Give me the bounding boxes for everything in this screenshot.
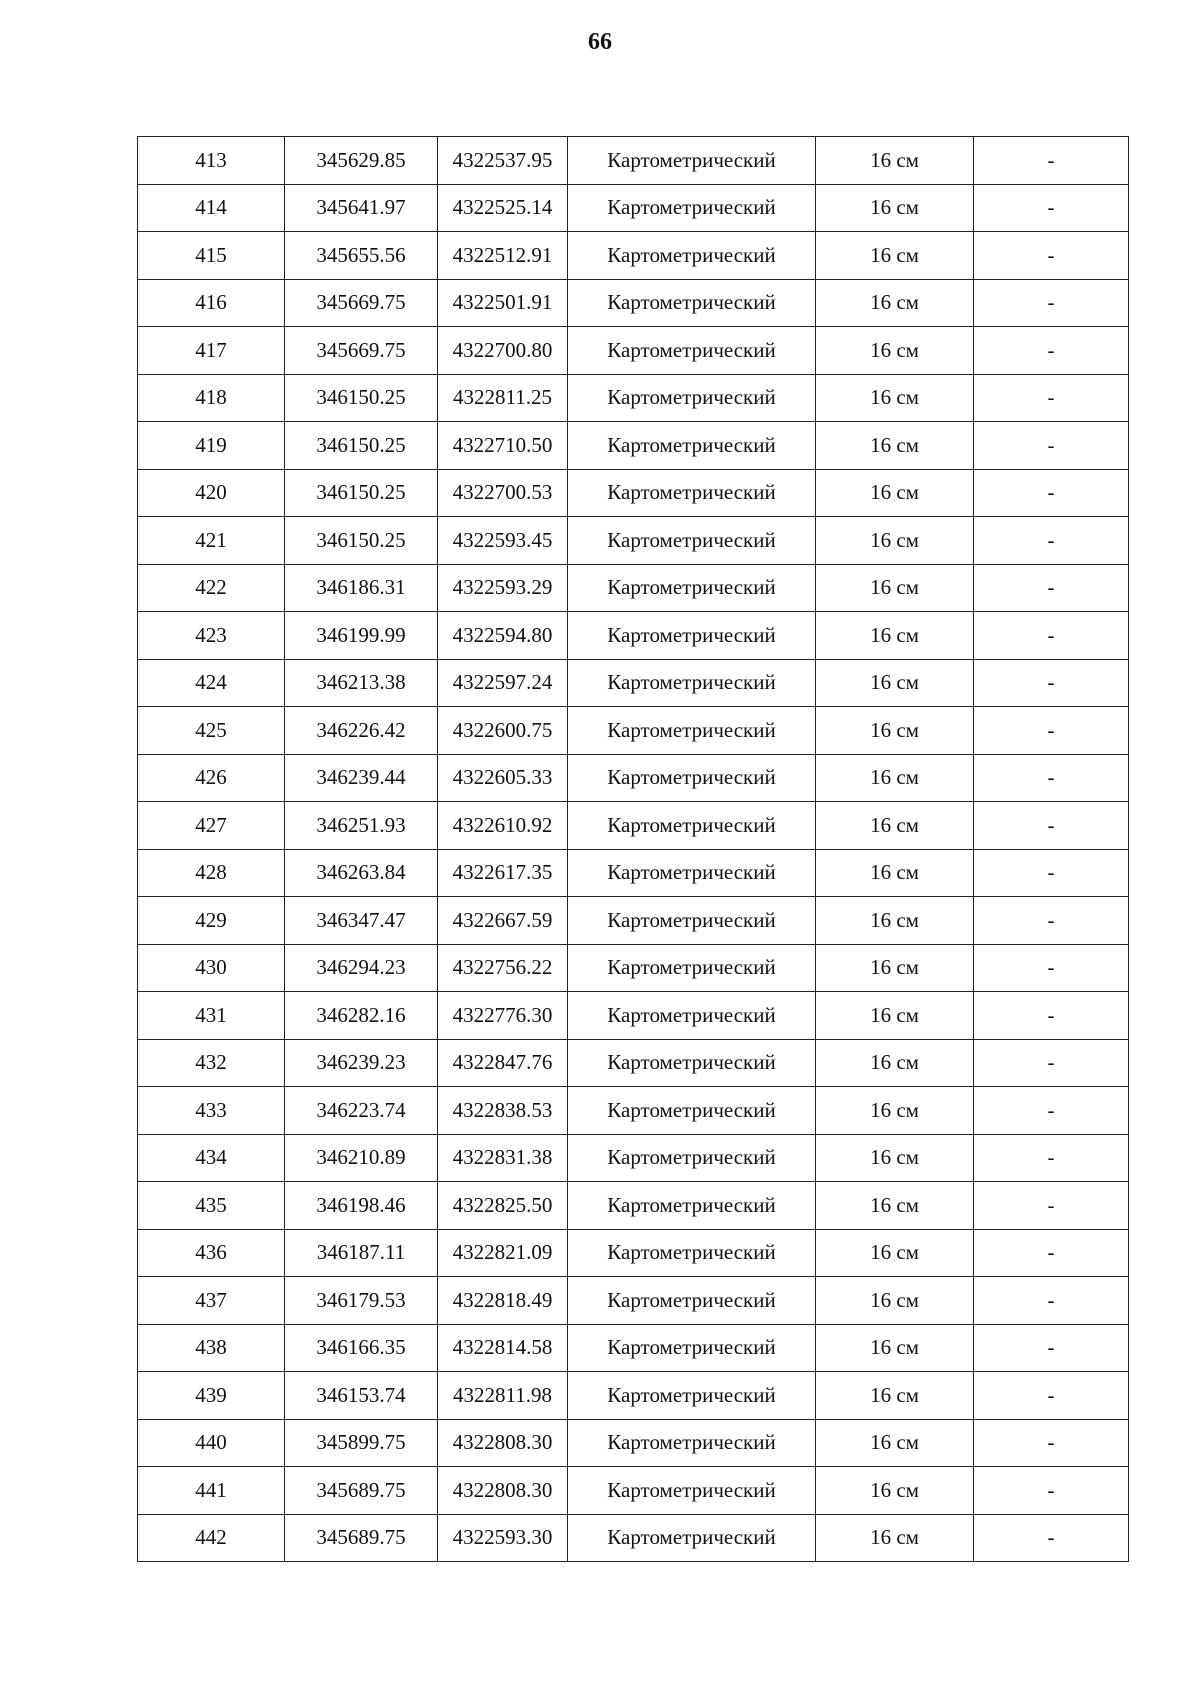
- description-cell: -: [974, 754, 1129, 802]
- method-cell: Картометрический: [568, 1324, 816, 1372]
- point-number-cell: 425: [138, 707, 285, 755]
- x-coordinate-cell: 345629.85: [285, 137, 438, 185]
- point-number-cell: 435: [138, 1182, 285, 1230]
- description-cell: -: [974, 327, 1129, 375]
- accuracy-cell: 16 см: [816, 1182, 974, 1230]
- accuracy-cell: 16 см: [816, 1277, 974, 1325]
- x-coordinate-cell: 346187.11: [285, 1229, 438, 1277]
- point-number-cell: 437: [138, 1277, 285, 1325]
- accuracy-cell: 16 см: [816, 469, 974, 517]
- description-cell: -: [974, 1419, 1129, 1467]
- table-row: [138, 1039, 1129, 1087]
- method-cell: Картометрический: [568, 327, 816, 375]
- description-cell: -: [974, 469, 1129, 517]
- y-coordinate-cell: 4322831.38: [438, 1134, 568, 1182]
- point-number-cell: 423: [138, 612, 285, 660]
- accuracy-cell: 16 см: [816, 1134, 974, 1182]
- method-cell: Картометрический: [568, 469, 816, 517]
- x-coordinate-cell: 345689.75: [285, 1514, 438, 1562]
- x-coordinate-cell: 346263.84: [285, 849, 438, 897]
- table-row: [138, 802, 1129, 850]
- point-number-cell: 441: [138, 1467, 285, 1515]
- accuracy-cell: 16 см: [816, 564, 974, 612]
- y-coordinate-cell: 4322593.30: [438, 1514, 568, 1562]
- method-cell: Картометрический: [568, 897, 816, 945]
- x-coordinate-cell: 346166.35: [285, 1324, 438, 1372]
- table-row: [138, 1467, 1129, 1515]
- coordinates-table: [137, 136, 1129, 1562]
- y-coordinate-cell: 4322838.53: [438, 1087, 568, 1135]
- x-coordinate-cell: 346226.42: [285, 707, 438, 755]
- point-number-cell: 433: [138, 1087, 285, 1135]
- x-coordinate-cell: 346213.38: [285, 659, 438, 707]
- accuracy-cell: 16 см: [816, 1087, 974, 1135]
- table-row: [138, 1514, 1129, 1562]
- method-cell: Картометрический: [568, 992, 816, 1040]
- description-cell: -: [974, 944, 1129, 992]
- accuracy-cell: 16 см: [816, 184, 974, 232]
- method-cell: Картометрический: [568, 1419, 816, 1467]
- table-row: [138, 137, 1129, 185]
- description-cell: -: [974, 1277, 1129, 1325]
- description-cell: -: [974, 184, 1129, 232]
- accuracy-cell: 16 см: [816, 992, 974, 1040]
- accuracy-cell: 16 см: [816, 1467, 974, 1515]
- description-cell: -: [974, 137, 1129, 185]
- description-cell: -: [974, 517, 1129, 565]
- table-row: [138, 469, 1129, 517]
- point-number-cell: 414: [138, 184, 285, 232]
- page-number: 66: [588, 29, 612, 55]
- x-coordinate-cell: 346179.53: [285, 1277, 438, 1325]
- method-cell: Картометрический: [568, 659, 816, 707]
- method-cell: Картометрический: [568, 1514, 816, 1562]
- point-number-cell: 413: [138, 137, 285, 185]
- description-cell: -: [974, 422, 1129, 470]
- table-row: [138, 1134, 1129, 1182]
- accuracy-cell: 16 см: [816, 1039, 974, 1087]
- method-cell: Картометрический: [568, 612, 816, 660]
- method-cell: Картометрический: [568, 564, 816, 612]
- accuracy-cell: 16 см: [816, 232, 974, 280]
- point-number-cell: 419: [138, 422, 285, 470]
- x-coordinate-cell: 346210.89: [285, 1134, 438, 1182]
- point-number-cell: 424: [138, 659, 285, 707]
- description-cell: -: [974, 849, 1129, 897]
- accuracy-cell: 16 см: [816, 137, 974, 185]
- accuracy-cell: 16 см: [816, 422, 974, 470]
- table-row: [138, 707, 1129, 755]
- point-number-cell: 416: [138, 279, 285, 327]
- accuracy-cell: 16 см: [816, 802, 974, 850]
- table-row: [138, 1277, 1129, 1325]
- point-number-cell: 434: [138, 1134, 285, 1182]
- x-coordinate-cell: 346150.25: [285, 422, 438, 470]
- point-number-cell: 417: [138, 327, 285, 375]
- point-number-cell: 436: [138, 1229, 285, 1277]
- point-number-cell: 431: [138, 992, 285, 1040]
- point-number-cell: 422: [138, 564, 285, 612]
- y-coordinate-cell: 4322617.35: [438, 849, 568, 897]
- table-row: [138, 897, 1129, 945]
- description-cell: -: [974, 659, 1129, 707]
- x-coordinate-cell: 345689.75: [285, 1467, 438, 1515]
- method-cell: Картометрический: [568, 1134, 816, 1182]
- description-cell: -: [974, 1372, 1129, 1420]
- y-coordinate-cell: 4322700.53: [438, 469, 568, 517]
- method-cell: Картометрический: [568, 944, 816, 992]
- y-coordinate-cell: 4322501.91: [438, 279, 568, 327]
- method-cell: Картометрический: [568, 849, 816, 897]
- method-cell: Картометрический: [568, 422, 816, 470]
- point-number-cell: 420: [138, 469, 285, 517]
- description-cell: -: [974, 1087, 1129, 1135]
- table-row: [138, 517, 1129, 565]
- x-coordinate-cell: 346251.93: [285, 802, 438, 850]
- accuracy-cell: 16 см: [816, 944, 974, 992]
- table-row: [138, 944, 1129, 992]
- accuracy-cell: 16 см: [816, 659, 974, 707]
- accuracy-cell: 16 см: [816, 374, 974, 422]
- table-row: [138, 327, 1129, 375]
- method-cell: Картометрический: [568, 184, 816, 232]
- point-number-cell: 415: [138, 232, 285, 280]
- table-row: [138, 279, 1129, 327]
- accuracy-cell: 16 см: [816, 517, 974, 565]
- point-number-cell: 438: [138, 1324, 285, 1372]
- y-coordinate-cell: 4322593.45: [438, 517, 568, 565]
- y-coordinate-cell: 4322811.25: [438, 374, 568, 422]
- description-cell: -: [974, 707, 1129, 755]
- description-cell: -: [974, 897, 1129, 945]
- x-coordinate-cell: 346150.25: [285, 469, 438, 517]
- description-cell: -: [974, 1324, 1129, 1372]
- x-coordinate-cell: 346198.46: [285, 1182, 438, 1230]
- accuracy-cell: 16 см: [816, 279, 974, 327]
- y-coordinate-cell: 4322605.33: [438, 754, 568, 802]
- y-coordinate-cell: 4322808.30: [438, 1419, 568, 1467]
- method-cell: Картометрический: [568, 707, 816, 755]
- x-coordinate-cell: 346239.23: [285, 1039, 438, 1087]
- y-coordinate-cell: 4322811.98: [438, 1372, 568, 1420]
- x-coordinate-cell: 346153.74: [285, 1372, 438, 1420]
- table-body: [138, 137, 1129, 1562]
- description-cell: -: [974, 564, 1129, 612]
- table-row: [138, 992, 1129, 1040]
- description-cell: -: [974, 1514, 1129, 1562]
- accuracy-cell: 16 см: [816, 849, 974, 897]
- method-cell: Картометрический: [568, 754, 816, 802]
- method-cell: Картометрический: [568, 1229, 816, 1277]
- y-coordinate-cell: 4322710.50: [438, 422, 568, 470]
- accuracy-cell: 16 см: [816, 754, 974, 802]
- x-coordinate-cell: 345669.75: [285, 327, 438, 375]
- description-cell: -: [974, 802, 1129, 850]
- accuracy-cell: 16 см: [816, 1229, 974, 1277]
- y-coordinate-cell: 4322814.58: [438, 1324, 568, 1372]
- table-row: [138, 1419, 1129, 1467]
- x-coordinate-cell: 346199.99: [285, 612, 438, 660]
- y-coordinate-cell: 4322821.09: [438, 1229, 568, 1277]
- y-coordinate-cell: 4322610.92: [438, 802, 568, 850]
- method-cell: Картометрический: [568, 1372, 816, 1420]
- point-number-cell: 442: [138, 1514, 285, 1562]
- method-cell: Картометрический: [568, 1087, 816, 1135]
- point-number-cell: 428: [138, 849, 285, 897]
- point-number-cell: 421: [138, 517, 285, 565]
- table-row: [138, 232, 1129, 280]
- y-coordinate-cell: 4322776.30: [438, 992, 568, 1040]
- y-coordinate-cell: 4322600.75: [438, 707, 568, 755]
- method-cell: Картометрический: [568, 1277, 816, 1325]
- method-cell: Картометрический: [568, 1039, 816, 1087]
- y-coordinate-cell: 4322847.76: [438, 1039, 568, 1087]
- point-number-cell: 430: [138, 944, 285, 992]
- method-cell: Картометрический: [568, 517, 816, 565]
- method-cell: Картометрический: [568, 137, 816, 185]
- table-row: [138, 564, 1129, 612]
- x-coordinate-cell: 346347.47: [285, 897, 438, 945]
- table-row: [138, 612, 1129, 660]
- description-cell: -: [974, 612, 1129, 660]
- point-number-cell: 440: [138, 1419, 285, 1467]
- table-row: [138, 754, 1129, 802]
- point-number-cell: 418: [138, 374, 285, 422]
- y-coordinate-cell: 4322667.59: [438, 897, 568, 945]
- table-row: [138, 374, 1129, 422]
- accuracy-cell: 16 см: [816, 1324, 974, 1372]
- x-coordinate-cell: 346294.23: [285, 944, 438, 992]
- point-number-cell: 426: [138, 754, 285, 802]
- point-number-cell: 427: [138, 802, 285, 850]
- method-cell: Картометрический: [568, 279, 816, 327]
- y-coordinate-cell: 4322594.80: [438, 612, 568, 660]
- x-coordinate-cell: 346186.31: [285, 564, 438, 612]
- description-cell: -: [974, 1039, 1129, 1087]
- table-row: [138, 422, 1129, 470]
- x-coordinate-cell: 346150.25: [285, 517, 438, 565]
- x-coordinate-cell: 346150.25: [285, 374, 438, 422]
- accuracy-cell: 16 см: [816, 612, 974, 660]
- point-number-cell: 429: [138, 897, 285, 945]
- y-coordinate-cell: 4322597.24: [438, 659, 568, 707]
- description-cell: -: [974, 374, 1129, 422]
- description-cell: -: [974, 1229, 1129, 1277]
- x-coordinate-cell: 346239.44: [285, 754, 438, 802]
- table-row: [138, 1229, 1129, 1277]
- x-coordinate-cell: 345641.97: [285, 184, 438, 232]
- description-cell: -: [974, 232, 1129, 280]
- y-coordinate-cell: 4322825.50: [438, 1182, 568, 1230]
- method-cell: Картометрический: [568, 1182, 816, 1230]
- method-cell: Картометрический: [568, 1467, 816, 1515]
- y-coordinate-cell: 4322593.29: [438, 564, 568, 612]
- method-cell: Картометрический: [568, 802, 816, 850]
- description-cell: -: [974, 1182, 1129, 1230]
- table-row: [138, 1324, 1129, 1372]
- accuracy-cell: 16 см: [816, 1419, 974, 1467]
- description-cell: -: [974, 1467, 1129, 1515]
- table-row: [138, 1372, 1129, 1420]
- accuracy-cell: 16 см: [816, 897, 974, 945]
- x-coordinate-cell: 345669.75: [285, 279, 438, 327]
- x-coordinate-cell: 345899.75: [285, 1419, 438, 1467]
- y-coordinate-cell: 4322756.22: [438, 944, 568, 992]
- y-coordinate-cell: 4322525.14: [438, 184, 568, 232]
- y-coordinate-cell: 4322808.30: [438, 1467, 568, 1515]
- y-coordinate-cell: 4322700.80: [438, 327, 568, 375]
- description-cell: -: [974, 1134, 1129, 1182]
- y-coordinate-cell: 4322818.49: [438, 1277, 568, 1325]
- method-cell: Картометрический: [568, 374, 816, 422]
- x-coordinate-cell: 345655.56: [285, 232, 438, 280]
- accuracy-cell: 16 см: [816, 1514, 974, 1562]
- accuracy-cell: 16 см: [816, 327, 974, 375]
- y-coordinate-cell: 4322537.95: [438, 137, 568, 185]
- x-coordinate-cell: 346223.74: [285, 1087, 438, 1135]
- table-row: [138, 659, 1129, 707]
- point-number-cell: 432: [138, 1039, 285, 1087]
- table-row: [138, 184, 1129, 232]
- table-row: [138, 1182, 1129, 1230]
- table-row: [138, 849, 1129, 897]
- point-number-cell: 439: [138, 1372, 285, 1420]
- accuracy-cell: 16 см: [816, 707, 974, 755]
- table-row: [138, 1087, 1129, 1135]
- description-cell: -: [974, 279, 1129, 327]
- method-cell: Картометрический: [568, 232, 816, 280]
- x-coordinate-cell: 346282.16: [285, 992, 438, 1040]
- description-cell: -: [974, 992, 1129, 1040]
- y-coordinate-cell: 4322512.91: [438, 232, 568, 280]
- accuracy-cell: 16 см: [816, 1372, 974, 1420]
